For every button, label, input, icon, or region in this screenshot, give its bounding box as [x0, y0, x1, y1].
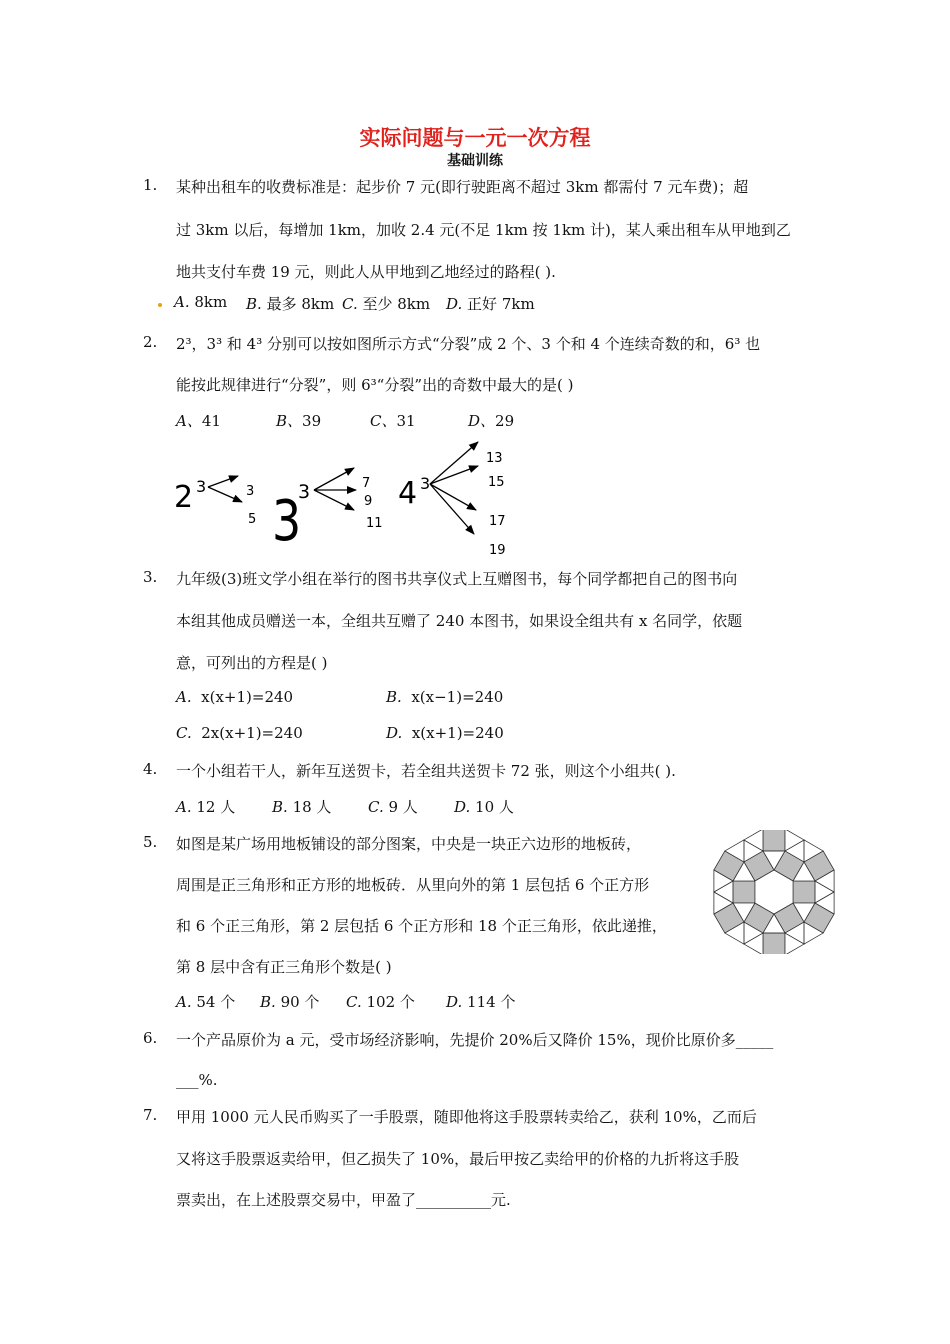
- q1-line-1: 某种出租车的收费标准是：起步价 7 元(即行驶距离不超过 3km 都需付 7 元车费)；超: [176, 178, 749, 196]
- odd-17: 17: [489, 514, 506, 529]
- q6-line-1: 一个产品原价为 a 元，受市场经济影响，先提价 20%后又降价 15%，现价比原价多_____: [176, 1031, 774, 1049]
- split-arrow: [430, 484, 474, 534]
- q1-option-d[interactable]: D. 正好 7km: [446, 295, 535, 313]
- odd-19: 19: [489, 543, 506, 558]
- exponent-2: 3: [196, 477, 207, 496]
- q3-option-a[interactable]: A. x(x+1)=240: [176, 688, 294, 706]
- q1-option-c[interactable]: C. 至少 8km: [342, 295, 431, 313]
- q5-line-4: 第 8 层中含有正三角形个数是( ): [176, 958, 392, 976]
- q5-option-d[interactable]: D. 114 个: [446, 993, 516, 1011]
- q5-number: 5.: [143, 833, 158, 851]
- q4-option-a[interactable]: A. 12 人: [176, 798, 236, 816]
- q1-option-a[interactable]: A. 8km: [174, 293, 228, 311]
- tiling-pattern-figure: [712, 830, 836, 954]
- q3-line-1: 九年级(3)班文学小组在举行的图书共享仪式上互赠图书，每个同学都把自己的图书向: [176, 570, 738, 588]
- odd-13: 13: [486, 451, 503, 466]
- q3-option-c[interactable]: C. 2x(x+1)=240: [176, 724, 303, 742]
- odd-9: 9: [364, 494, 373, 509]
- q7-line-1: 甲用 1000 元人民币购买了一手股票，随即他将这手股票转卖给乙，获利 10%，乙而后: [176, 1108, 757, 1126]
- q6-line-2: ___%.: [176, 1071, 218, 1089]
- split-arrow: [430, 466, 478, 484]
- floor-square: [733, 881, 755, 903]
- odd-15: 15: [488, 475, 505, 490]
- q2-option-b[interactable]: B、39: [276, 412, 322, 430]
- q3-number: 3.: [143, 568, 158, 586]
- q1-line-2: 过 3km 以后，每增加 1km，加收 2.4 元(不足 1km 按 1km 计)，某人乘出租车从甲地到乙: [176, 221, 791, 239]
- q4-line-1: 一个小组若干人，新年互送贺卡，若全组共送贺卡 72 张，则这个小组共( ).: [176, 762, 676, 780]
- floor-square: [793, 881, 815, 903]
- q2-option-d[interactable]: D、29: [468, 412, 515, 430]
- q7-number: 7.: [143, 1106, 158, 1124]
- section-subtitle: 基础训练: [447, 153, 503, 169]
- q1-line-3: 地共支付车费 19 元，则此人从甲地到乙地经过的路程( ).: [176, 263, 556, 281]
- q4-option-d[interactable]: D. 10 人: [454, 798, 514, 816]
- q5-line-3: 和 6 个正三角形，第 2 层包括 6 个正方形和 18 个正三角形，依此递推，: [176, 917, 667, 935]
- q7-line-2: 又将这手股票返卖给甲，但乙损失了 10%，最后甲按乙卖给甲的价格的九折将这手股: [176, 1150, 740, 1168]
- q2-option-c[interactable]: C、31: [370, 412, 416, 430]
- q3-option-d[interactable]: D. x(x+1)=240: [386, 724, 504, 742]
- q1-option-b[interactable]: B. 最多 8km: [246, 295, 335, 313]
- exponent-3: 3: [298, 481, 311, 503]
- q4-option-c[interactable]: C. 9 人: [368, 798, 418, 816]
- q5-option-a[interactable]: A. 54 个: [176, 993, 236, 1011]
- split-arrow: [314, 490, 354, 510]
- odd-3: 3: [246, 484, 255, 499]
- q5-option-b[interactable]: B. 90 个: [260, 993, 320, 1011]
- odd-7: 7: [362, 476, 371, 491]
- q2-line-1: 2³，3³ 和 4³ 分别可以按如图所示方式“分裂”成 2 个、3 个和 4 个连续奇数的和，6³ 也: [176, 335, 761, 353]
- q6-number: 6.: [143, 1029, 158, 1047]
- odd-split-figure: [168, 436, 528, 560]
- q5-option-c[interactable]: C. 102 个: [346, 993, 415, 1011]
- q2-option-a[interactable]: A、41: [176, 412, 221, 430]
- floor-square: [763, 933, 785, 954]
- split-arrow: [430, 442, 478, 484]
- q2-line-2: 能按此规律进行“分裂”，则 6³“分裂”出的奇数中最大的是( ): [176, 376, 574, 394]
- base-2: 2: [174, 480, 194, 515]
- q3-line-2: 本组其他成员赠送一本，全组共互赠了 240 本图书，如果设全组共有 x 名同学，依题: [176, 612, 743, 630]
- q3-option-b[interactable]: B. x(x−1)=240: [386, 688, 504, 706]
- q1-number: 1.: [143, 176, 158, 194]
- q5-line-2: 周围是正三角形和正方形的地板砖．从里向外的第 1 层包括 6 个正方形: [176, 876, 650, 894]
- base-4: 4: [398, 476, 418, 511]
- split-arrow: [208, 487, 242, 502]
- q7-line-3: 票卖出，在上述股票交易中，甲盈了__________元.: [176, 1191, 511, 1209]
- exponent-4: 3: [420, 474, 431, 493]
- floor-square: [763, 830, 785, 851]
- q3-line-3: 意，可列出的方程是( ): [176, 654, 328, 672]
- split-arrow: [430, 484, 476, 510]
- q5-line-1: 如图是某广场用地板铺设的部分图案，中央是一块正六边形的地板砖，: [176, 835, 642, 853]
- mark-dot: [158, 303, 162, 307]
- q2-number: 2.: [143, 333, 158, 351]
- q4-number: 4.: [143, 760, 158, 778]
- q4-option-b[interactable]: B. 18 人: [272, 798, 332, 816]
- odd-5: 5: [248, 512, 257, 527]
- odd-11: 11: [366, 516, 383, 531]
- split-arrow: [314, 468, 354, 490]
- page-title: 实际问题与一元一次方程: [359, 126, 591, 150]
- base-3: 3: [272, 488, 302, 555]
- split-arrow: [208, 476, 238, 487]
